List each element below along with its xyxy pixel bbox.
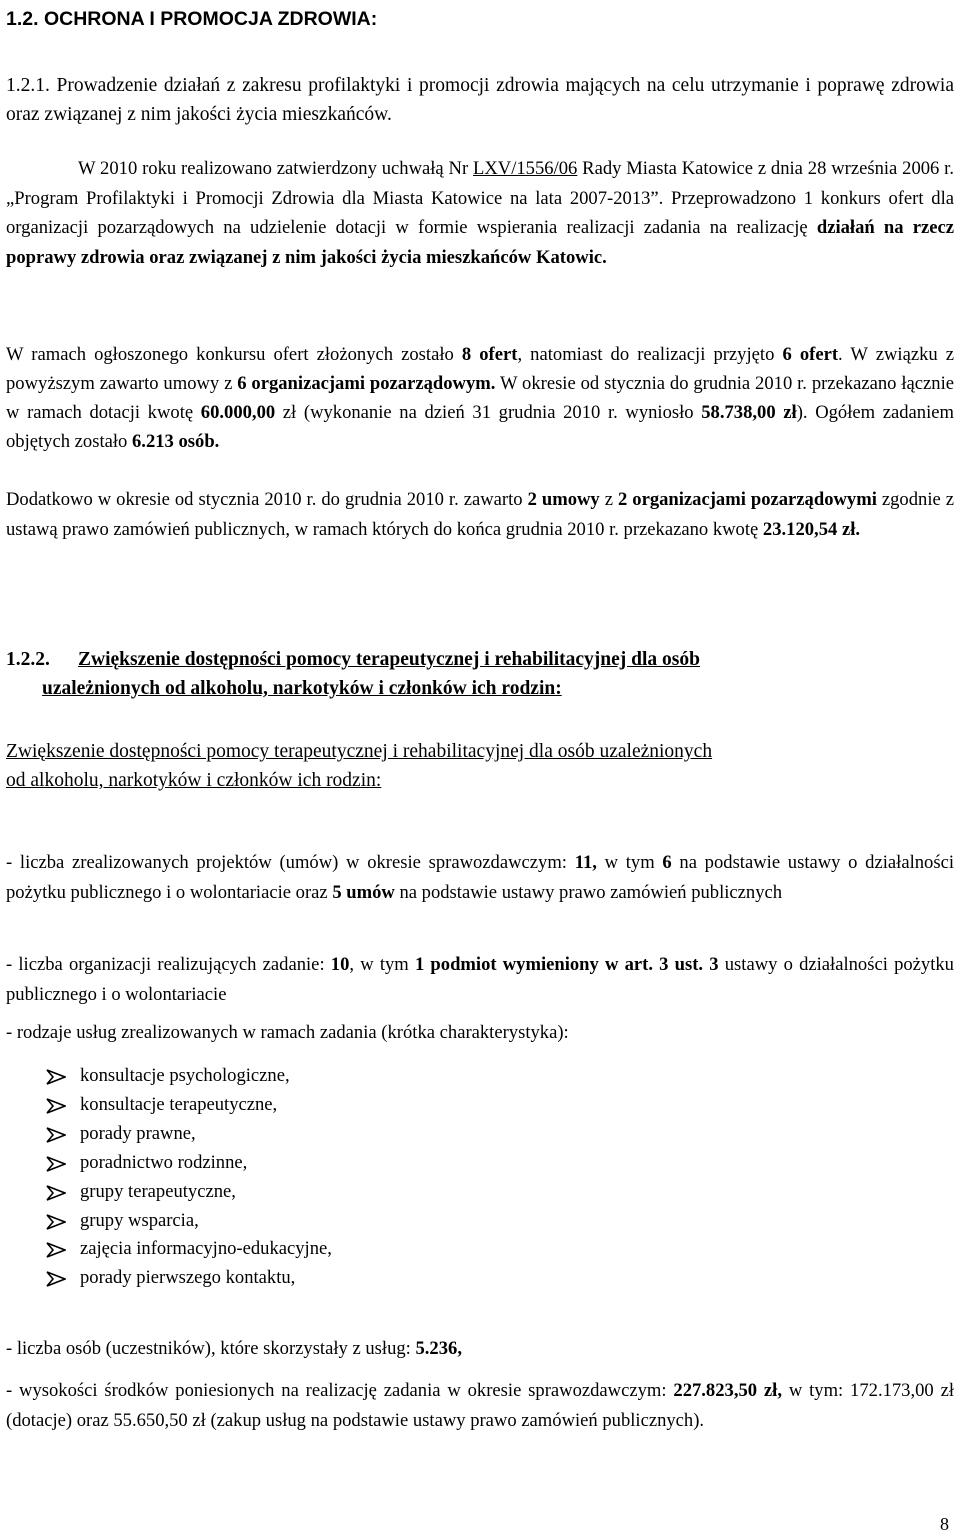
list-item: [46, 1207, 332, 1236]
subsection-2-heading: [6, 645, 954, 703]
contract-organizations: 2 organizacjami pozarządowymi: [617, 489, 877, 510]
list-item: [46, 1178, 332, 1207]
paragraph-text: ). Ogółem zadaniem objętych zostało: [6, 402, 954, 452]
projects-procurement: 5 umów: [332, 881, 395, 903]
paragraph-text: w tym: [596, 852, 663, 873]
service-label: konsultacje psychologiczne,: [80, 1065, 290, 1086]
subsection-1-number: 1.2.1.: [6, 75, 50, 96]
paragraph-projects-count: [6, 848, 954, 907]
arrowhead-bullet-icon: [46, 1069, 66, 1085]
subsection-2-title-cont: uzależnionych od alkoholu, narkotyków i członków ich rodzin:: [42, 678, 562, 699]
execution-amount: 58.738,00 zł: [701, 402, 797, 423]
paragraph-text: - liczba osób (uczestników), które skorzystały z usług:: [6, 1338, 416, 1359]
organizations-art3: 1 podmiot wymieniony w art. 3 ust. 3: [414, 954, 719, 975]
paragraph-services-intro: - rodzaje usług zrealizowanych w ramach zadania (krótka charakterystyka):: [6, 1022, 569, 1043]
grant-amount: 60.000,00: [200, 402, 276, 423]
paragraph-text: . W związku z powyższym zawarto umowy z: [6, 344, 955, 394]
contracts-count: 2 umowy: [527, 489, 600, 510]
arrowhead-bullet-icon: [46, 1185, 66, 1201]
paragraph-text: , w tym: [349, 954, 415, 975]
list-item: [46, 1235, 332, 1264]
service-label: grupy wsparcia,: [80, 1209, 199, 1231]
paragraph-text: z: [599, 489, 618, 510]
service-label: poradnictwo rodzinne,: [80, 1151, 248, 1173]
page-number: 8: [940, 1514, 949, 1534]
paragraph-text: Dodatkowo w okresie od stycznia 2010 r. do grudnia 2010 r. zawarto: [6, 489, 528, 510]
paragraph-text: W ramach ogłoszonego konkursu ofert złożonych zostało: [6, 344, 462, 365]
arrowhead-bullet-icon: [46, 1127, 66, 1143]
arrowhead-bullet-icon: [46, 1271, 66, 1287]
paragraph-participants: [6, 1334, 954, 1363]
resolution-number: LXV/1556/06: [473, 158, 578, 179]
paragraph-text: ustawy o działalności pożytku publicznego i o wolontariacie: [6, 954, 954, 1005]
paragraph-offers: [6, 340, 954, 456]
organizations-total: 10: [330, 954, 350, 975]
subsection-1-heading: [6, 71, 954, 129]
service-label: porady pierwszego kontaktu,: [80, 1267, 296, 1289]
transferred-amount: 23.120,54 zł.: [762, 518, 861, 540]
subsection-2-number: 1.2.2.: [6, 649, 50, 670]
arrowhead-bullet-icon: [46, 1098, 66, 1114]
paragraph-text: - liczba zrealizowanych projektów (umów) w okresie sprawozdawczym:: [6, 852, 575, 873]
paragraph-text: - liczba organizacji realizujących zadanie:: [6, 954, 331, 975]
paragraph-text: zł (wykonanie na dzień 31 grudnia 2010 r. wyniosło: [275, 402, 702, 423]
paragraph-text: zgodnie z ustawą prawo zamówień publicznych, w ramach których do końca grudnia 2010 r. przekazano kwotę: [6, 489, 954, 540]
list-item: [46, 1120, 332, 1149]
arrowhead-bullet-icon: [46, 1156, 66, 1172]
paragraph-organizations-count: [6, 950, 954, 1009]
service-label: porady prawne,: [80, 1122, 196, 1144]
service-label: konsultacje terapeutyczne,: [80, 1093, 278, 1115]
paragraph-additional-contracts: [6, 485, 954, 544]
underlined-heading-line: Zwiększenie dostępności pomocy terapeutycznej i rehabilitacyjnej dla osób uzależnionych: [6, 741, 713, 762]
paragraph-text: w tym: 172.173,00 zł (dotacje) oraz 55.650,50 zł (zakup usług na podstawie ustawy prawo zamówień publicznych).: [6, 1380, 954, 1431]
paragraph-text: na podstawie ustawy prawo zamówień publicznych: [394, 881, 783, 903]
list-item: [46, 1149, 332, 1178]
list-item: [46, 1091, 332, 1120]
paragraph-funds: [6, 1376, 954, 1435]
list-item: [46, 1264, 332, 1293]
subsection-1-title: Prowadzenie działań z zakresu profilaktyki i promocji zdrowia mających na celu utrzymanie i poprawę zdrowia oraz związanej z nim jakości życia mieszkańców.: [6, 75, 954, 125]
paragraph-bold-text: działań na rzecz poprawy zdrowia oraz związanej z nim jakości życia mieszkańców Katowic.: [6, 217, 954, 268]
underlined-heading-line: od alkoholu, narkotyków i członków ich rodzin:: [6, 770, 382, 791]
offers-submitted: 8 ofert: [461, 344, 518, 365]
paragraph-text: na podstawie ustawy o działalności pożytku publicznego i o wolontariacie oraz: [6, 852, 954, 903]
document-page: [6, 0, 954, 1537]
list-item: [46, 1062, 332, 1091]
section-heading: 1.2. OCHRONA I PROMOCJA ZDROWIA:: [6, 8, 378, 30]
paragraph-text: W okresie od stycznia do grudnia 2010 r. przekazano łącznie w ramach dotacji kwotę: [6, 373, 954, 423]
services-list: [46, 1062, 332, 1293]
service-label: zajęcia informacyjno-edukacyjne,: [80, 1238, 332, 1260]
projects-ngo: 6: [662, 852, 672, 873]
arrowhead-bullet-icon: [46, 1242, 66, 1258]
projects-total: 11,: [574, 852, 597, 873]
paragraph-text: , natomiast do realizacji przyjęto: [517, 344, 783, 365]
paragraph-text: W 2010 roku realizowano zatwierdzony uchwałą Nr: [78, 158, 473, 179]
persons-covered: 6.213 osób.: [132, 431, 220, 452]
paragraph-program: [6, 154, 954, 272]
offers-accepted: 6 ofert: [782, 344, 839, 365]
participants-count: 5.236,: [415, 1338, 462, 1359]
subsection-2-title: Zwiększenie dostępności pomocy terapeutycznej i rehabilitacyjnej dla osób: [78, 649, 700, 670]
arrowhead-bullet-icon: [46, 1214, 66, 1230]
paragraph-text: Rady Miasta Katowice z dnia 28 września 2006 r. „Program Profilaktyki i Promocji Zdrowia dla Miasta Katowice na lata 2007-2013”. Przeprowadzono 1 konkurs ofert dla organizacji pozarządowych na udzielenie dotacji w formie wspierania realizacji zadania na realizację: [6, 158, 955, 238]
service-label: grupy terapeutyczne,: [80, 1180, 236, 1202]
organizations-count: 6 organizacjami pozarządowym.: [237, 373, 496, 394]
underlined-task-heading: [6, 737, 954, 795]
paragraph-text: - wysokości środków poniesionych na realizację zadania w okresie sprawozdawczym:: [6, 1380, 674, 1401]
funds-total: 227.823,50 zł,: [673, 1380, 782, 1401]
